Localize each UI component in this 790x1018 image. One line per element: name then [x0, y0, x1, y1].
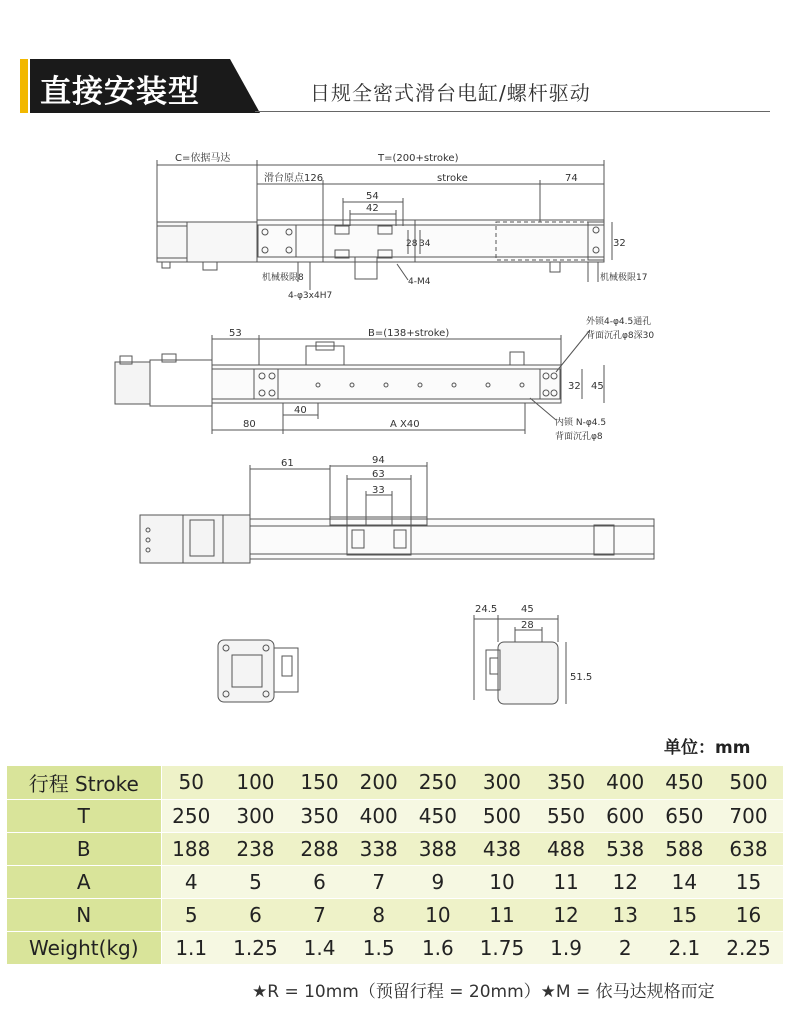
table-cell: 5 [161, 898, 221, 931]
row-header: Weight(kg) [7, 931, 161, 964]
row-header: A [7, 865, 161, 898]
label-80: 80 [243, 419, 256, 430]
table-cell: 250 [161, 799, 221, 832]
table-cell: 4 [161, 865, 221, 898]
bottom-view-drawing [115, 330, 607, 434]
label-63: 63 [372, 469, 385, 480]
table-cell: 1.9 [536, 931, 595, 964]
spec-table [7, 766, 783, 965]
table-cell: 1.4 [290, 931, 349, 964]
table-cell: 488 [536, 832, 595, 865]
label-ax40: A X40 [390, 419, 420, 430]
label-stroke: stroke [437, 173, 468, 184]
label-45: 45 [591, 381, 604, 392]
table-cell: 1.5 [349, 931, 408, 964]
unit-label: 单位：mm [664, 738, 751, 758]
label-33: 33 [372, 485, 385, 496]
table-cell: 13 [596, 898, 655, 931]
table-cell: 150 [290, 766, 349, 799]
table-cell: 15 [714, 865, 783, 898]
label-back-counterbore: 背面沉孔φ8 [555, 432, 603, 442]
label-61: 61 [281, 458, 294, 469]
table-cell: 1.75 [467, 931, 536, 964]
label-back-counterbore-deep: 背面沉孔φ8深30 [586, 331, 655, 341]
table-cell: 450 [655, 766, 714, 799]
label-42: 42 [366, 203, 379, 214]
table-cell: 400 [596, 766, 655, 799]
table-cell: 8 [349, 898, 408, 931]
label-32b: 32 [568, 381, 581, 392]
table-cell: 14 [655, 865, 714, 898]
table-cell: 5 [221, 865, 290, 898]
label-t: T=(200+stroke) [378, 153, 459, 164]
footnote: ★R = 10mm（预留行程 = 20mm）★M = 依马达规格而定 [252, 982, 715, 1002]
top-view-drawing [157, 160, 612, 290]
table-cell: 100 [221, 766, 290, 799]
label-40: 40 [294, 405, 307, 416]
table-row [7, 898, 783, 931]
table-cell: 9 [408, 865, 467, 898]
label-inner-lock: 内锁 N-φ4.5 [555, 418, 607, 428]
label-28: 28 [406, 239, 418, 249]
table-cell: 2.1 [655, 931, 714, 964]
row-header: 行程 Stroke [7, 766, 161, 799]
table-row [7, 799, 783, 832]
table-cell: 400 [349, 799, 408, 832]
table-row [7, 766, 783, 799]
table-cell: 10 [408, 898, 467, 931]
table-cell: 11 [467, 898, 536, 931]
motor-end-view-drawing [218, 640, 298, 702]
table-cell: 500 [467, 799, 536, 832]
label-51-5: 51.5 [570, 672, 593, 683]
table-cell: 12 [596, 865, 655, 898]
row-header: N [7, 898, 161, 931]
table-cell: 438 [467, 832, 536, 865]
table-row [7, 865, 783, 898]
table-cell: 7 [290, 898, 349, 931]
table-cell: 6 [221, 898, 290, 931]
table-cell: 388 [408, 832, 467, 865]
page-title: 直接安装型 [40, 74, 200, 110]
table-cell: 350 [290, 799, 349, 832]
page-subtitle: 日规全密式滑台电缸/螺杆驱动 [310, 81, 591, 105]
label-54: 54 [366, 191, 379, 202]
table-cell: 638 [714, 832, 783, 865]
table-row [7, 931, 783, 964]
table-cell: 2.25 [714, 931, 783, 964]
table-cell: 15 [655, 898, 714, 931]
table-cell: 12 [536, 898, 595, 931]
table-cell: 288 [290, 832, 349, 865]
table-cell: 700 [714, 799, 783, 832]
table-cell: 2 [596, 931, 655, 964]
label-slide-origin: 滑台原点126 [264, 173, 324, 184]
table-cell: 350 [536, 766, 595, 799]
label-24-5: 24.5 [475, 604, 498, 615]
label-outer-lock: 外锁4-φ4.5通孔 [586, 317, 652, 327]
label-b: B=(138+stroke) [368, 328, 450, 339]
table-cell: 600 [596, 799, 655, 832]
table-cell: 188 [161, 832, 221, 865]
table-cell: 250 [408, 766, 467, 799]
table-cell: 6 [290, 865, 349, 898]
table-cell: 7 [349, 865, 408, 898]
table-cell: 588 [655, 832, 714, 865]
label-45c: 45 [521, 604, 534, 615]
table-cell: 11 [536, 865, 595, 898]
table-cell: 300 [467, 766, 536, 799]
table-cell: 550 [536, 799, 595, 832]
side-view-drawing [140, 462, 654, 563]
table-row [7, 832, 783, 865]
table-cell: 500 [714, 766, 783, 799]
label-hole-3x4h7: 4-φ3x4H7 [288, 291, 333, 301]
label-28c: 28 [521, 620, 534, 631]
label-34: 34 [419, 239, 431, 249]
label-74: 74 [565, 173, 578, 184]
table-cell: 338 [349, 832, 408, 865]
table-cell: 10 [467, 865, 536, 898]
label-m4: 4-M4 [408, 277, 431, 287]
row-header: B [7, 832, 161, 865]
table-cell: 1.6 [408, 931, 467, 964]
label-c: C=依据马达 [175, 153, 231, 164]
row-header: T [7, 799, 161, 832]
table-cell: 1.25 [221, 931, 290, 964]
table-cell: 1.1 [161, 931, 221, 964]
table-cell: 538 [596, 832, 655, 865]
table-cell: 650 [655, 799, 714, 832]
table-cell: 450 [408, 799, 467, 832]
label-94: 94 [372, 455, 385, 466]
end-section-view-drawing [474, 615, 566, 704]
label-mech-limit-17: 机械极限17 [600, 273, 648, 283]
label-32: 32 [613, 238, 626, 249]
table-cell: 200 [349, 766, 408, 799]
label-mech-limit-8: 机械极限8 [262, 273, 304, 283]
table-cell: 50 [161, 766, 221, 799]
label-53: 53 [229, 328, 242, 339]
table-cell: 300 [221, 799, 290, 832]
table-cell: 238 [221, 832, 290, 865]
table-cell: 16 [714, 898, 783, 931]
